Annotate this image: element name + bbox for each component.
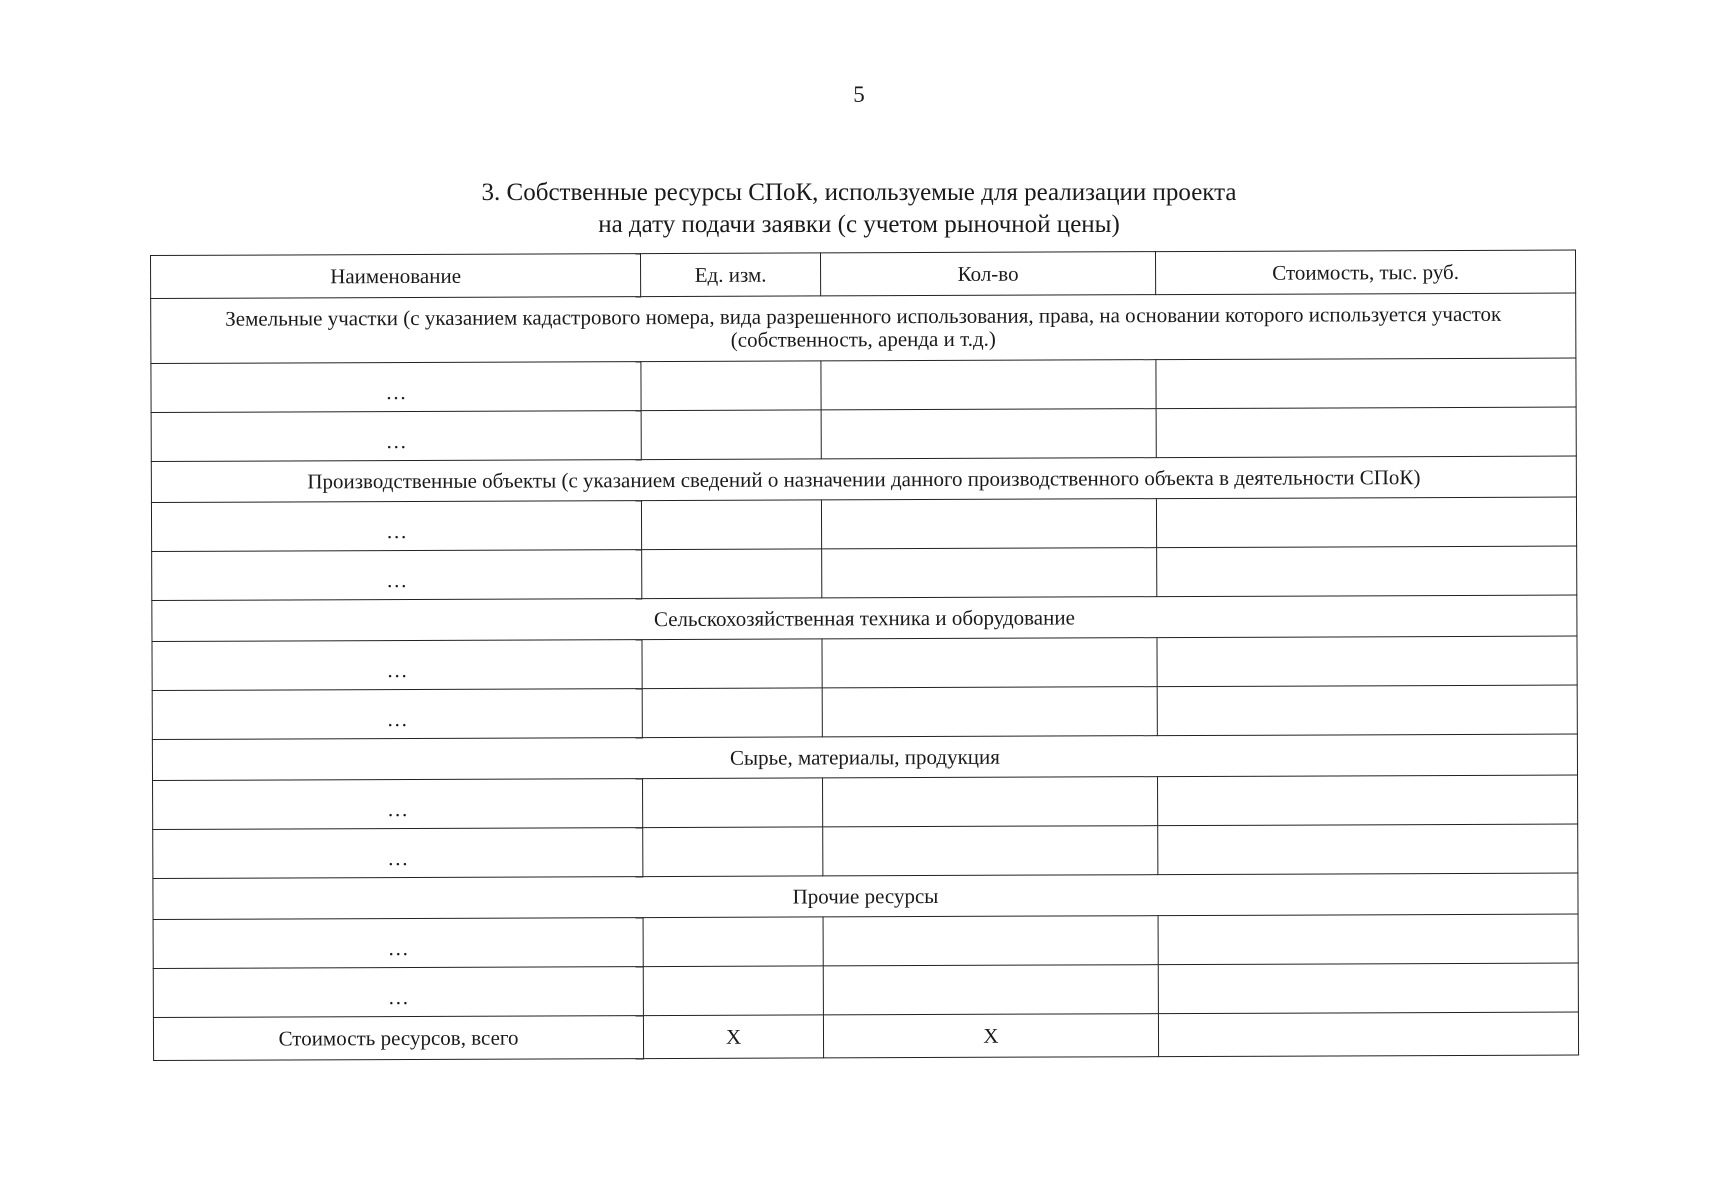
table-row [152, 546, 1577, 600]
title-line-2: на дату подачи заявки (с учетом рыночной цены) [598, 211, 1120, 238]
section-row-machinery [152, 595, 1577, 641]
cell-name: … [151, 411, 641, 462]
section-row-materials [152, 734, 1577, 780]
section-row-other [153, 873, 1578, 919]
total-quantity: Х [823, 1014, 1158, 1058]
cell-unit [641, 410, 821, 460]
cell-name: … [153, 918, 643, 969]
total-label: Стоимость ресурсов, всего [153, 1016, 643, 1061]
cell-cost [1156, 407, 1576, 458]
cell-unit [642, 549, 822, 599]
table-row [153, 963, 1578, 1017]
cell-unit [643, 827, 823, 877]
section-label-machinery: Сельскохозяйственная техника и оборудование [152, 595, 1577, 641]
document-title [0, 177, 1718, 241]
title-line-1: 3. Собственные ресурсы СПоК, используемые для реализации проекта [481, 179, 1237, 206]
cell-quantity [823, 916, 1158, 966]
header-name: Наименование [151, 254, 641, 299]
section-label-production: Производственные объекты (с указанием сведений о назначении данного производственного объекта в деятельности СПоК) [151, 456, 1576, 502]
cell-quantity [823, 777, 1158, 827]
table-row [153, 824, 1578, 878]
cell-quantity [821, 409, 1156, 459]
cell-cost [1156, 497, 1576, 548]
cell-cost [1157, 685, 1577, 736]
cell-unit [643, 917, 823, 967]
cell-name: … [151, 501, 641, 552]
section-label-land: Земельные участки (с указанием кадастрового номера, вида разрешенного использования, права, на основании которого используется участок (собственность, аренда и т.д.) [151, 293, 1576, 363]
total-unit: Х [643, 1015, 823, 1059]
cell-unit [642, 639, 822, 689]
section-row-production [151, 456, 1576, 502]
cell-quantity [821, 499, 1156, 549]
cell-name: … [152, 550, 642, 601]
table-row [153, 775, 1578, 829]
cell-name: … [152, 689, 642, 740]
cell-cost [1157, 636, 1577, 687]
header-quantity: Кол-во [820, 252, 1155, 296]
resources-table [150, 250, 1579, 1061]
table-row [151, 358, 1576, 412]
cell-unit [643, 778, 823, 828]
table-row [153, 914, 1578, 968]
cell-name: … [151, 362, 641, 413]
cell-quantity [822, 548, 1157, 598]
cell-unit [642, 688, 822, 738]
cell-cost [1156, 358, 1576, 409]
header-unit: Ед. изм. [640, 253, 820, 297]
table-row [151, 497, 1576, 551]
table-row [152, 685, 1577, 739]
cell-cost [1157, 546, 1577, 597]
resources-table-wrapper [150, 250, 1578, 1061]
table-row [152, 636, 1577, 690]
cell-name: … [153, 967, 643, 1018]
cell-quantity [821, 360, 1156, 410]
header-cost: Стоимость, тыс. руб. [1155, 250, 1575, 295]
page-number: 5 [853, 82, 865, 107]
cell-cost [1158, 963, 1578, 1014]
cell-quantity [823, 826, 1158, 876]
cell-quantity [822, 687, 1157, 737]
cell-name: … [153, 828, 643, 879]
total-cost [1158, 1012, 1578, 1057]
section-row-land [151, 293, 1576, 363]
cell-unit [641, 361, 821, 411]
cell-unit [643, 966, 823, 1016]
section-label-materials: Сырье, материалы, продукция [152, 734, 1577, 780]
table-header-row [151, 250, 1576, 298]
cell-cost [1158, 914, 1578, 965]
cell-cost [1158, 775, 1578, 826]
cell-quantity [823, 965, 1158, 1015]
cell-name: … [152, 640, 642, 691]
cell-unit [641, 500, 821, 550]
cell-cost [1158, 824, 1578, 875]
table-row [151, 407, 1576, 461]
total-row [153, 1012, 1578, 1060]
cell-name: … [153, 779, 643, 830]
section-label-other: Прочие ресурсы [153, 873, 1578, 919]
cell-quantity [822, 638, 1157, 688]
